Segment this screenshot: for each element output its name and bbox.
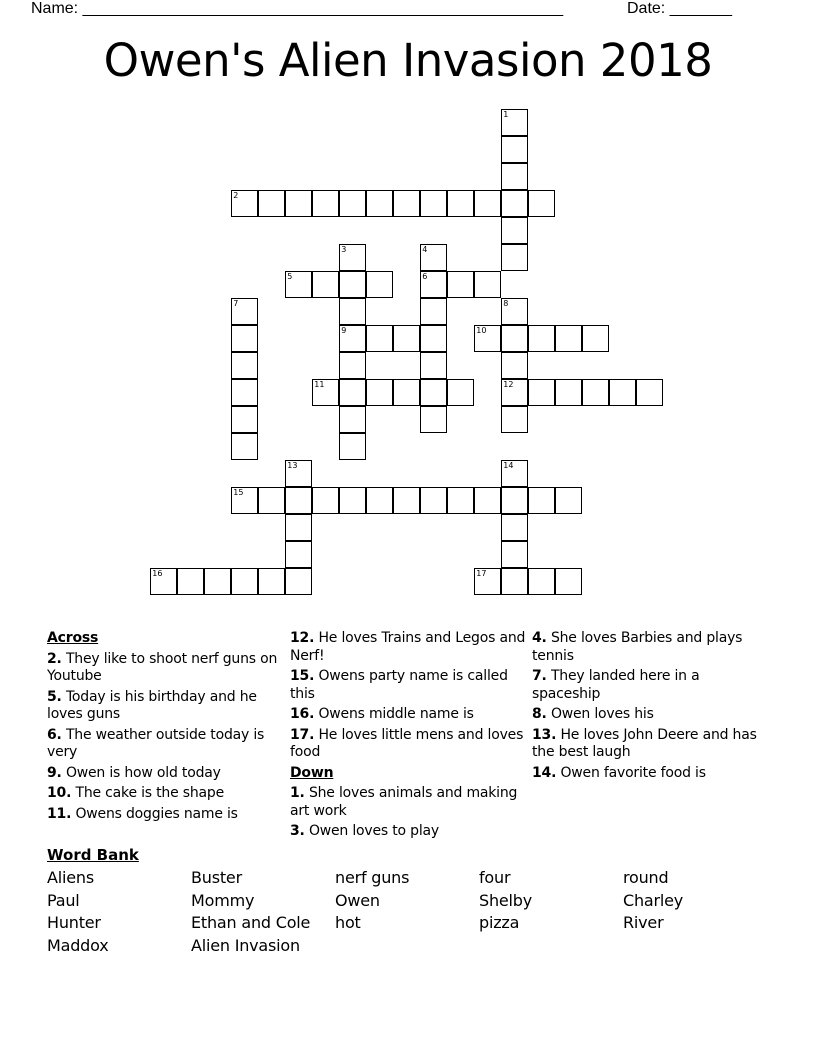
clue-number: 17. xyxy=(290,726,315,743)
grid-cell[interactable] xyxy=(339,271,366,298)
clue-down xyxy=(532,706,768,724)
clue-number: 13. xyxy=(532,726,557,743)
clue-number: 5. xyxy=(47,688,62,705)
clue-across xyxy=(290,668,526,703)
clue-number-label: 7 xyxy=(233,299,239,309)
grid-cell[interactable] xyxy=(285,271,312,298)
grid-cell[interactable] xyxy=(420,271,447,298)
word-bank-item: pizza xyxy=(479,913,520,932)
grid-cell[interactable] xyxy=(231,487,258,514)
crossword-grid xyxy=(151,110,691,600)
grid-cell[interactable] xyxy=(393,190,420,217)
grid-cell[interactable] xyxy=(366,271,393,298)
grid-cell[interactable] xyxy=(285,568,312,595)
grid-cell[interactable] xyxy=(366,487,393,514)
grid-cell[interactable] xyxy=(285,487,312,514)
clue-number: 9. xyxy=(47,764,62,781)
clue-number: 11. xyxy=(47,805,72,822)
clue-number-label: 11 xyxy=(314,380,325,390)
grid-cell[interactable] xyxy=(204,568,231,595)
clue-text: He loves Trains and Legos and Nerf! xyxy=(290,630,526,664)
grid-cell[interactable] xyxy=(231,298,258,325)
grid-cell[interactable] xyxy=(501,136,528,163)
grid-cell[interactable] xyxy=(339,379,366,406)
clue-number-label: 10 xyxy=(476,326,487,336)
grid-cell[interactable] xyxy=(231,379,258,406)
grid-cell[interactable] xyxy=(609,379,636,406)
word-bank-item: Aliens xyxy=(47,868,94,887)
grid-cell[interactable] xyxy=(258,487,285,514)
grid-cell[interactable] xyxy=(501,109,528,136)
clue-number-label: 12 xyxy=(503,380,514,390)
grid-cell[interactable] xyxy=(177,568,204,595)
grid-cell[interactable] xyxy=(420,487,447,514)
grid-cell[interactable] xyxy=(393,487,420,514)
clue-text: Owen favorite food is xyxy=(560,764,706,781)
grid-cell[interactable] xyxy=(636,379,663,406)
grid-cell[interactable] xyxy=(339,433,366,460)
grid-cell[interactable] xyxy=(420,244,447,271)
grid-cell[interactable] xyxy=(501,325,528,352)
grid-cell[interactable] xyxy=(339,190,366,217)
date-field: Date: _______ xyxy=(627,0,732,17)
clue-number-label: 2 xyxy=(233,191,239,201)
clue-down xyxy=(532,765,768,783)
grid-cell[interactable] xyxy=(231,433,258,460)
clue-number-label: 5 xyxy=(287,272,293,282)
grid-cell[interactable] xyxy=(420,406,447,433)
grid-cell[interactable] xyxy=(339,244,366,271)
grid-cell[interactable] xyxy=(231,190,258,217)
grid-cell[interactable] xyxy=(420,325,447,352)
clue-down xyxy=(290,785,526,820)
clue-across xyxy=(47,765,283,783)
grid-cell[interactable] xyxy=(258,568,285,595)
clue-across xyxy=(47,651,283,686)
clue-text: Owen is how old today xyxy=(65,764,221,781)
word-bank-item: Buster xyxy=(191,868,242,887)
grid-cell[interactable] xyxy=(501,568,528,595)
clue-number: 1. xyxy=(290,785,305,801)
grid-cell[interactable] xyxy=(555,568,582,595)
clue-across xyxy=(47,689,283,724)
word-bank-item: Hunter xyxy=(47,913,101,932)
grid-cell[interactable] xyxy=(420,298,447,325)
grid-cell[interactable] xyxy=(312,379,339,406)
grid-cell[interactable] xyxy=(366,379,393,406)
grid-cell[interactable] xyxy=(339,406,366,433)
grid-cell[interactable] xyxy=(555,325,582,352)
grid-cell[interactable] xyxy=(528,487,555,514)
grid-cell[interactable] xyxy=(501,514,528,541)
clue-number-label: 17 xyxy=(476,569,487,579)
clue-text: They landed here in a spaceship xyxy=(532,668,700,702)
clue-down xyxy=(532,668,768,703)
grid-cell[interactable] xyxy=(447,487,474,514)
word-bank-item: four xyxy=(479,868,511,887)
clue-number-label: 14 xyxy=(503,461,514,471)
grid-cell[interactable] xyxy=(420,190,447,217)
grid-cell[interactable] xyxy=(420,352,447,379)
grid-cell[interactable] xyxy=(528,379,555,406)
grid-cell[interactable] xyxy=(501,352,528,379)
clue-number-label: 13 xyxy=(287,461,298,471)
grid-cell[interactable] xyxy=(150,568,177,595)
grid-cell[interactable] xyxy=(339,352,366,379)
clue-down xyxy=(532,727,768,762)
grid-cell[interactable] xyxy=(258,190,285,217)
clue-number-label: 3 xyxy=(341,245,347,255)
name-field: Name: ______________________________________________________ xyxy=(31,0,564,17)
grid-cell[interactable] xyxy=(312,271,339,298)
grid-cell[interactable] xyxy=(312,487,339,514)
word-bank-item: hot xyxy=(335,913,361,932)
clue-number-label: 1 xyxy=(503,110,509,120)
clue-text: The weather outside today is very xyxy=(47,726,265,760)
grid-cell[interactable] xyxy=(366,325,393,352)
grid-cell[interactable] xyxy=(501,217,528,244)
grid-cell[interactable] xyxy=(285,190,312,217)
grid-cell[interactable] xyxy=(582,325,609,352)
word-bank-item: Alien Invasion xyxy=(191,935,300,955)
word-bank xyxy=(47,868,777,958)
clue-across xyxy=(47,727,283,762)
word-bank-heading: Word Bank xyxy=(47,846,139,864)
grid-cell[interactable] xyxy=(501,487,528,514)
grid-cell[interactable] xyxy=(474,325,501,352)
down-heading: Down xyxy=(290,764,334,781)
grid-cell[interactable] xyxy=(474,271,501,298)
clue-number: 3. xyxy=(290,823,305,839)
clue-number-label: 4 xyxy=(422,245,428,255)
word-bank-item: Ethan and Cole xyxy=(191,913,311,932)
grid-cell[interactable] xyxy=(285,514,312,541)
page-title: Owen's Alien Invasion 2018 xyxy=(103,34,713,87)
clue-text: Owens middle name is xyxy=(318,706,474,722)
grid-cell[interactable] xyxy=(555,379,582,406)
word-bank-item: Maddox xyxy=(47,935,109,955)
word-bank-item: Charley xyxy=(623,890,684,910)
clues-column-3 xyxy=(532,630,768,785)
clue-number: 15. xyxy=(290,668,315,684)
word-bank-item: round xyxy=(623,868,669,887)
grid-cell[interactable] xyxy=(393,379,420,406)
clue-number-label: 8 xyxy=(503,299,509,309)
clue-across xyxy=(290,630,526,665)
clue-text: Owens party name is called this xyxy=(290,668,508,702)
clue-text: Today is his birthday and he loves guns xyxy=(47,688,257,722)
grid-cell[interactable] xyxy=(447,271,474,298)
grid-cell[interactable] xyxy=(501,460,528,487)
clue-number-label: 9 xyxy=(341,326,347,336)
clue-text: They like to shoot nerf guns on Youtube xyxy=(47,650,278,684)
clue-number: 8. xyxy=(532,706,547,722)
grid-cell[interactable] xyxy=(231,325,258,352)
clue-text: She loves Barbies and plays tennis xyxy=(532,630,743,664)
grid-cell[interactable] xyxy=(501,190,528,217)
grid-cell[interactable] xyxy=(285,541,312,568)
word-bank-item: Paul xyxy=(47,890,80,910)
grid-cell[interactable] xyxy=(474,487,501,514)
clue-down xyxy=(290,823,526,841)
grid-cell[interactable] xyxy=(231,568,258,595)
grid-cell[interactable] xyxy=(339,298,366,325)
word-bank-item: nerf guns xyxy=(335,868,410,887)
grid-cell[interactable] xyxy=(501,406,528,433)
clue-across xyxy=(47,785,283,803)
grid-cell[interactable] xyxy=(582,379,609,406)
clue-number-label: 15 xyxy=(233,488,244,498)
grid-cell[interactable] xyxy=(474,568,501,595)
clue-number: 2. xyxy=(47,650,62,667)
clue-text: The cake is the shape xyxy=(75,785,225,801)
clues-column-2 xyxy=(290,630,526,844)
grid-cell[interactable] xyxy=(474,190,501,217)
clue-number: 7. xyxy=(532,668,547,684)
word-bank-item: Mommy xyxy=(191,890,255,910)
grid-cell[interactable] xyxy=(447,190,474,217)
clue-number: 4. xyxy=(532,630,547,646)
grid-cell[interactable] xyxy=(231,406,258,433)
grid-cell[interactable] xyxy=(501,379,528,406)
grid-cell[interactable] xyxy=(501,244,528,271)
grid-cell[interactable] xyxy=(528,190,555,217)
clue-number: 10. xyxy=(47,785,72,801)
grid-cell[interactable] xyxy=(366,190,393,217)
grid-cell[interactable] xyxy=(339,325,366,352)
grid-cell[interactable] xyxy=(339,487,366,514)
grid-cell[interactable] xyxy=(528,568,555,595)
clue-down xyxy=(532,630,768,665)
clue-number: 14. xyxy=(532,764,557,781)
clue-number-label: 16 xyxy=(152,569,163,579)
clue-number: 6. xyxy=(47,726,62,743)
clue-text: Owens doggies name is xyxy=(75,805,238,822)
clue-text: Owen loves to play xyxy=(308,823,439,839)
clue-number-label: 6 xyxy=(422,272,428,282)
grid-cell[interactable] xyxy=(501,163,528,190)
grid-cell[interactable] xyxy=(285,460,312,487)
clue-across xyxy=(47,806,283,824)
clue-across xyxy=(290,727,526,762)
grid-cell[interactable] xyxy=(528,325,555,352)
grid-cell[interactable] xyxy=(447,379,474,406)
clue-text: He loves John Deere and has the best laugh xyxy=(532,726,757,760)
grid-cell[interactable] xyxy=(555,487,582,514)
grid-cell[interactable] xyxy=(312,190,339,217)
word-bank-item: Owen xyxy=(335,890,380,910)
clue-text: She loves animals and making art work xyxy=(290,785,518,819)
clue-text: Owen loves his xyxy=(550,706,654,722)
clues-column-1 xyxy=(47,630,283,826)
across-heading: Across xyxy=(47,630,99,646)
grid-cell[interactable] xyxy=(501,298,528,325)
word-bank-item: River xyxy=(623,913,664,932)
word-bank-item: Shelby xyxy=(479,890,533,910)
clue-number: 16. xyxy=(290,706,315,722)
clue-number: 12. xyxy=(290,630,315,646)
clue-across xyxy=(290,706,526,724)
grid-cell[interactable] xyxy=(393,325,420,352)
grid-cell[interactable] xyxy=(501,541,528,568)
grid-cell[interactable] xyxy=(231,352,258,379)
clue-text: He loves little mens and loves food xyxy=(290,726,524,760)
grid-cell[interactable] xyxy=(420,379,447,406)
